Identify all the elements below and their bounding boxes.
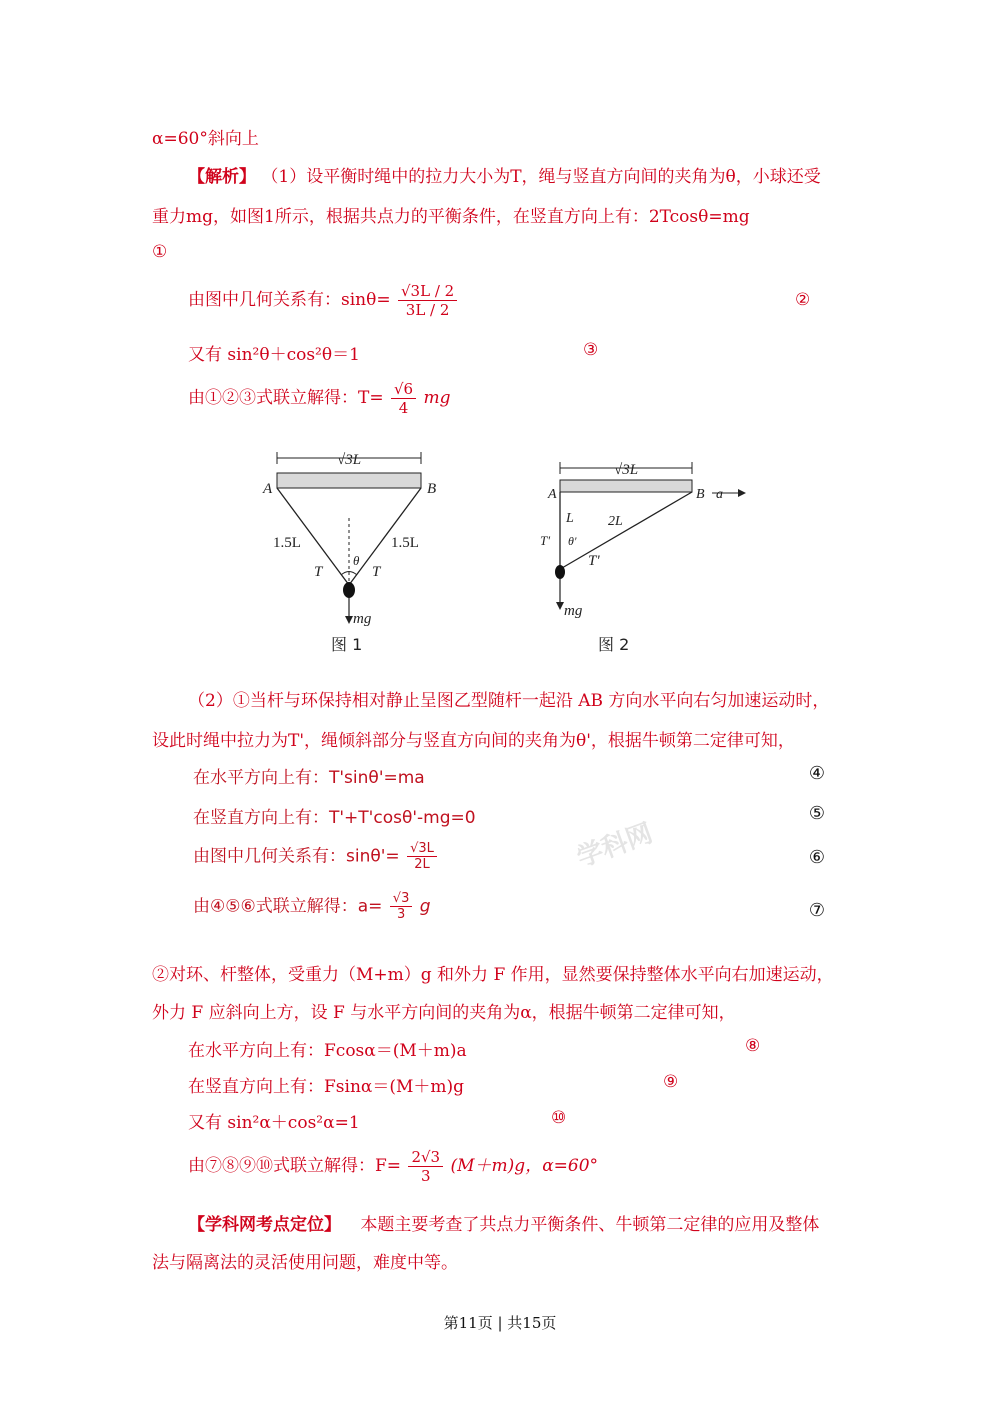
geometry-fraction xyxy=(398,282,457,319)
fig2-label-B: B xyxy=(696,487,705,502)
solve-F-suffix: (M＋m)g，α=60° xyxy=(450,1156,599,1176)
figure-1 xyxy=(245,430,445,660)
geometry-denominator: 3L / 2 xyxy=(405,301,450,319)
part2-line-1: （2）①当杆与环保持相对静止呈图乙型随杆一起沿 AB 方向水平向右匀加速运动时， xyxy=(188,691,830,711)
eq6-fraction xyxy=(407,841,437,872)
fig1-label-A: A xyxy=(263,481,273,497)
analysis-line-1 xyxy=(188,162,821,187)
fig1-T-right: T xyxy=(372,564,381,580)
fig2-L: L xyxy=(566,511,574,526)
eq7-text: 由④⑤⑥式联立解得：a= xyxy=(193,896,383,917)
fig2-T-vertical: T' xyxy=(540,533,551,548)
position-text-1: 本题主要考查了共点力平衡条件、牛顿第二定律的应用及整体 xyxy=(360,1215,820,1235)
fig2-2L: 2L xyxy=(608,514,623,529)
position-tag: 【学科网考点定位】 xyxy=(188,1215,341,1235)
fig1-left-len: 1.5L xyxy=(273,535,301,551)
solve-F-denominator: 3 xyxy=(421,1167,431,1185)
analysis-text-1: （1）设平衡时绳中的拉力大小为T，绳与竖直方向间的夹角为θ，小球还受 xyxy=(261,167,821,187)
eq4-text: 在水平方向上有：T'sinθ'=ma xyxy=(193,768,425,788)
eq6-line xyxy=(193,841,439,872)
eq5-line xyxy=(193,803,476,828)
solve-F-numerator: 2√3 xyxy=(408,1148,443,1167)
eq7-line xyxy=(193,891,431,922)
fig2-label-A: A xyxy=(548,487,557,502)
eq8-line: 在水平方向上有：Fcosα＝(M＋m)a xyxy=(188,1041,467,1061)
fig1-theta: θ xyxy=(353,553,360,568)
figure-2 xyxy=(530,440,750,660)
fig2-top-label: √3L xyxy=(614,462,639,478)
fig1-top-label: √3L xyxy=(337,452,362,468)
solve-prefix: 由①②③式联立解得：T= xyxy=(188,388,384,408)
eq9-line: 在竖直方向上有：Fsinα＝(M＋m)g xyxy=(188,1077,465,1097)
geometry-numerator: √3L / 2 xyxy=(398,282,457,301)
eq6-denominator: 2L xyxy=(414,857,430,872)
fig2-theta: θ' xyxy=(568,534,577,548)
page-footer: 第11页 | 共15页 xyxy=(443,1314,557,1332)
watermark: 学科网 xyxy=(573,818,657,874)
equation-mark-2: ② xyxy=(795,290,811,310)
eq5-mark: ⑤ xyxy=(808,803,825,824)
eq7-denominator: 3 xyxy=(396,907,406,922)
solve-suffix: mg xyxy=(423,388,451,408)
analysis-mark-1: ① xyxy=(152,242,168,262)
eq7-suffix: g xyxy=(419,896,431,917)
eq6-text: 由图中几何关系有：sinθ'= xyxy=(193,846,400,867)
fig1-caption: 图 1 xyxy=(331,635,363,654)
eq8-mark: ⑧ xyxy=(745,1036,761,1056)
eq4-mark: ④ xyxy=(808,763,825,784)
eq10-mark: ⑩ xyxy=(551,1108,567,1128)
part2-line-2: 设此时绳中拉力为T'，绳倾斜部分与竖直方向间的夹角为θ'，根据牛顿第二定律可知， xyxy=(152,731,795,751)
fig1-T-left: T xyxy=(314,564,323,580)
eq6-mark: ⑥ xyxy=(808,847,825,868)
solve-fraction xyxy=(391,380,416,417)
eq7-mark: ⑦ xyxy=(808,900,825,921)
identity-line: 又有 sin²θ＋cos²θ＝1 xyxy=(188,345,360,365)
solve-F-line xyxy=(188,1148,598,1185)
solve-T-line xyxy=(188,380,451,417)
solve-F-prefix: 由⑦⑧⑨⑩式联立解得：F= xyxy=(188,1156,402,1176)
fig1-right-len: 1.5L xyxy=(391,535,419,551)
part3-line-1: ②对环、杆整体，受重力（M+m）g 和外力 F 作用，显然要保持整体水平向右加速运动， xyxy=(152,965,834,985)
solve-denominator: 4 xyxy=(398,399,409,417)
fig2-mg: mg xyxy=(564,603,583,619)
analysis-line-2: 重力mg，如图1所示，根据共点力的平衡条件，在竖直方向上有：2Tcosθ=mg xyxy=(152,207,750,227)
position-line-1 xyxy=(188,1210,819,1235)
line-top: α=60°斜向上 xyxy=(152,129,259,149)
eq10-line: 又有 sin²α＋cos²α=1 xyxy=(188,1113,360,1133)
eq9-mark: ⑨ xyxy=(663,1072,679,1092)
equation-image-block xyxy=(185,755,825,945)
geometry-prefix: 由图中几何关系有：sinθ= xyxy=(188,290,391,310)
eq7-numerator: √3 xyxy=(390,891,413,907)
eq7-fraction xyxy=(390,891,413,922)
fig1-mg: mg xyxy=(353,611,372,627)
part3-line-2: 外力 F 应斜向上方，设 F 与水平方向间的夹角为α，根据牛顿第二定律可知， xyxy=(152,1003,736,1023)
equation-mark-3: ③ xyxy=(583,340,599,360)
fig2-caption: 图 2 xyxy=(598,635,630,654)
fig1-label-B: B xyxy=(427,481,437,497)
solve-F-fraction xyxy=(408,1148,443,1185)
position-line-2: 法与隔离法的灵活使用问题，难度中等。 xyxy=(152,1253,458,1273)
fig2-T-incline: T' xyxy=(588,553,600,569)
analysis-tag: 【解析】 xyxy=(188,167,256,187)
fig2-accel: a xyxy=(716,487,723,502)
solve-numerator: √6 xyxy=(391,380,416,399)
eq5-text: 在竖直方向上有：T'+T'cosθ'-mg=0 xyxy=(193,808,476,828)
eq4-line xyxy=(193,763,425,788)
eq6-numerator: √3L xyxy=(407,841,437,857)
geometry-line xyxy=(188,282,459,319)
